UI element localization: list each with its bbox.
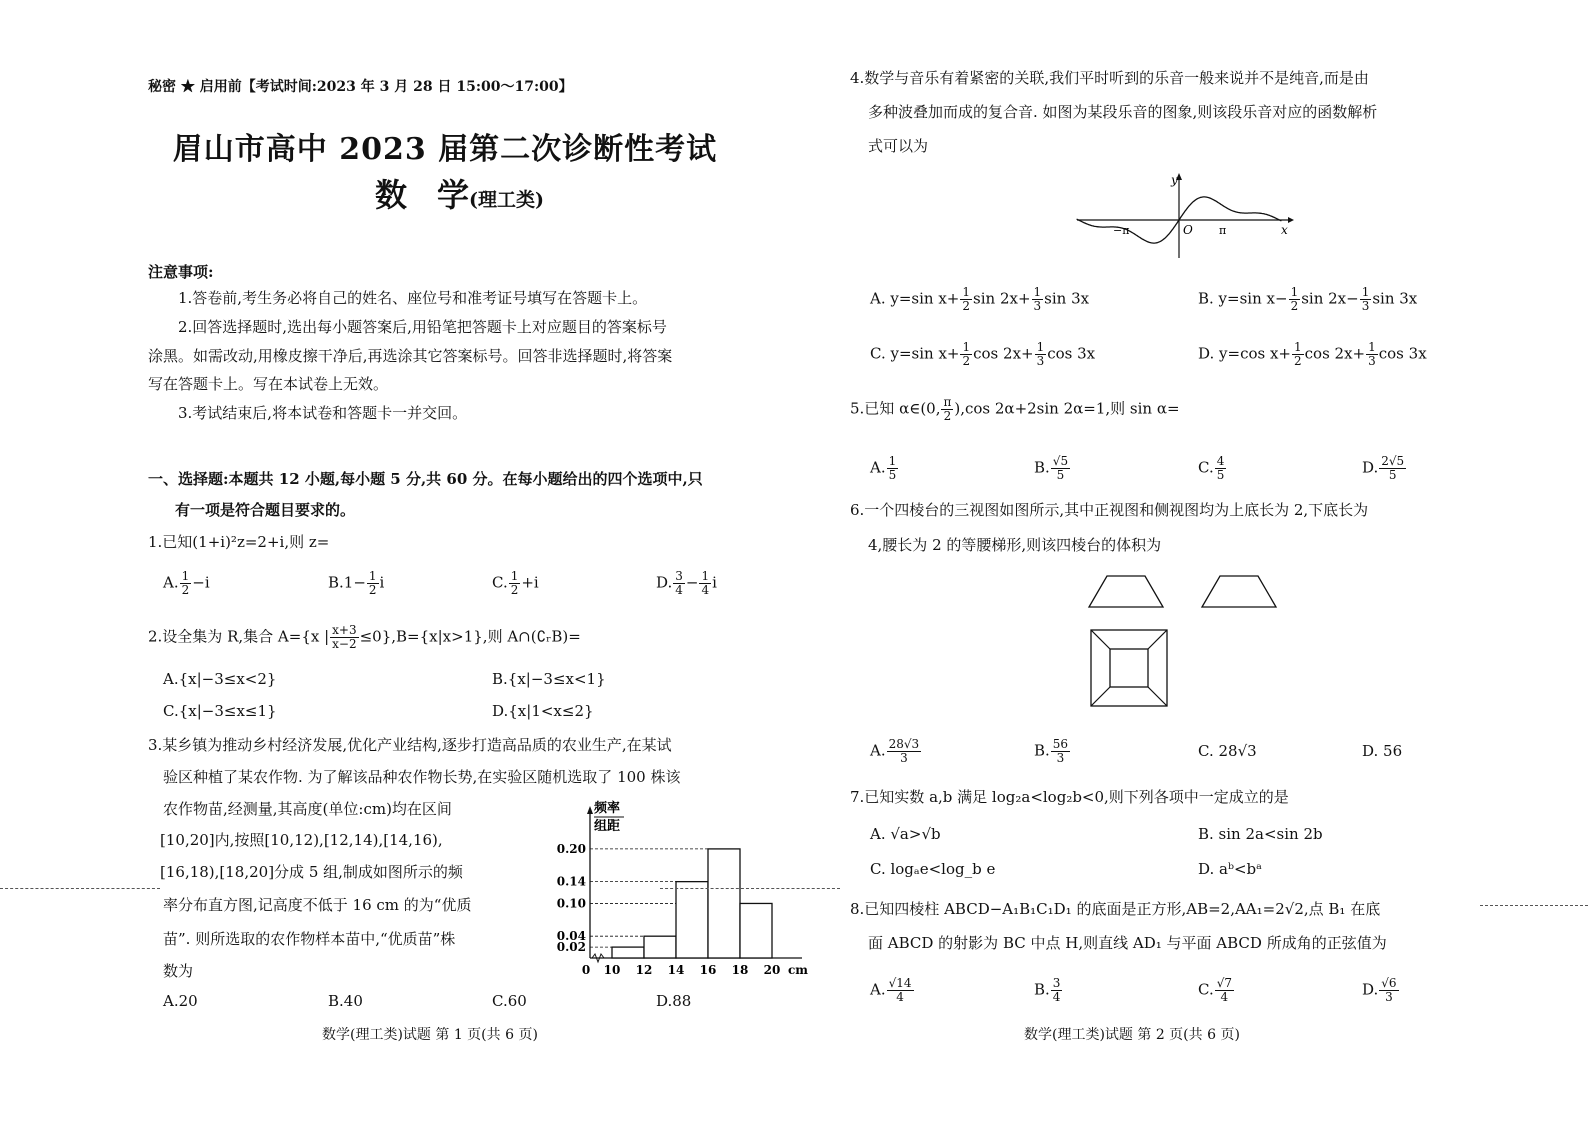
x-tick-label: 12 — [635, 963, 653, 977]
q5-option-a: A. $\frac{1}{5}$ — [870, 454, 897, 482]
front-view-trapezoid — [1089, 576, 1163, 607]
q2-option-d: D.{x|1<x≤2} — [492, 702, 594, 720]
y-tick-label: 0.14 — [556, 874, 586, 889]
question-6-line: 4,腰长为 2 的等腰梯形,则该四棱台的体积为 — [868, 536, 1162, 554]
q3-option-d: D.88 — [656, 992, 692, 1010]
y-tick-label: 0.02 — [556, 940, 586, 955]
histogram-bar — [708, 849, 740, 958]
top-view-edge — [1148, 687, 1167, 706]
question-4-line: 式可以为 — [868, 137, 929, 155]
notice-item: 涂黑。如需改动,用橡皮擦干净后,再选涂其它答案标号。回答非选择题时,将答案 — [148, 347, 673, 365]
notice-heading: 注意事项: — [148, 263, 214, 281]
x-label: x — [1281, 223, 1288, 237]
question-3-line: 农作物苗,经测量,其高度(单位:cm)均在区间 — [163, 800, 452, 818]
q6-option-c: C. 28√3 — [1198, 742, 1257, 760]
q7-option-c: C. logₐe<log_b e — [870, 860, 996, 878]
question-8-line: 面 ABCD 的射影为 BC 中点 H,则直线 AD₁ 与平面 ABCD 所成角的正弦值为 — [868, 934, 1387, 952]
q1-option-a: A. $\frac{1}{2}$ −i — [163, 569, 210, 597]
subject-title — [375, 170, 544, 216]
page-footer-left: 数学(理工类)试题 第 1 页(共 6 页) — [322, 1027, 538, 1043]
question-3-line: 验区种植了某农作物. 为了解该品种农作物长势,在实验区随机选取了 100 株该 — [163, 768, 681, 786]
sound-wave-graph — [1075, 172, 1295, 262]
question-7-stem: 7.已知实数 a,b 满足 log₂a<log₂b<0,则下列各项中一定成立的是 — [850, 788, 1289, 806]
question-2-stem: 2.设全集为 R,集合 A={x | $\frac{x+3}{x-2}$ ≤0},B={x|x>1},则 A∩(∁ᵣB)= — [148, 623, 581, 651]
x-tick-label: 18 — [731, 963, 749, 977]
exam-title: 眉山市高中 2023 届第二次诊断性考试 — [172, 132, 718, 167]
q6-option-b: B. $\frac{56}{3}$ — [1034, 737, 1069, 765]
question-6-line: 6.一个四棱台的三视图如图所示,其中正视图和侧视图均为上底长为 2,下底长为 — [850, 501, 1369, 519]
section-heading: 一、选择题:本题共 12 小题,每小题 5 分,共 60 分。在每小题给出的四个选项中,只 — [148, 470, 703, 488]
question-3-line: 苗”. 则所选取的农作物样本苗中,“优质苗”株 — [163, 930, 456, 948]
page-footer-right: 数学(理工类)试题 第 2 页(共 6 页) — [1024, 1027, 1240, 1043]
question-5-stem: 5.已知 α∈(0, $\frac{\pi}{2}$ ),cos 2α+2sin 2α=1,则 sin α= — [850, 395, 1180, 423]
section-heading-cont: 有一项是符合题目要求的。 — [175, 501, 356, 519]
top-view-edge — [1091, 687, 1110, 706]
y-tick-label: 0.20 — [556, 841, 586, 856]
subject-char-1: 数 — [375, 176, 408, 214]
q3-option-c: C.60 — [492, 992, 527, 1010]
q2-option-c: C.{x|−3≤x≤1} — [163, 702, 277, 720]
question-3-line: 3.某乡镇为推动乡村经济发展,优化产业结构,逐步打造高品质的农业生产,在某试 — [148, 736, 672, 754]
question-3-line: [10,20]内,按照[10,12),[12,14),[14,16), — [160, 831, 443, 849]
q3-option-a: A.20 — [163, 992, 198, 1010]
q4-option-b: B. y=sin x− $\frac{1}{2}$ sin 2x− $\frac{1}{3}$ sin 3x — [1198, 285, 1418, 313]
q5-option-b: B. $\frac{√5}{5}$ — [1034, 454, 1069, 482]
q1-option-d: D. $\frac{3}{4}$ − $\frac{1}{4}$ i — [656, 569, 717, 597]
x-axis-unit: cm — [788, 963, 809, 977]
q4-option-d: D. y=cos x+ $\frac{1}{2}$ cos 2x+ $\frac{1}{3}$ cos 3x — [1198, 340, 1427, 368]
pi-label: π — [1219, 224, 1227, 237]
question-4-line: 4.数学与音乐有着紧密的关联,我们平时听到的乐音一般来说并不是纯音,而是由 — [850, 69, 1369, 87]
x-tick-label: 10 — [603, 963, 621, 977]
y-tick-label: 0.04 — [556, 929, 586, 944]
q6-option-a: A. $\frac{28√3}{3}$ — [870, 737, 920, 765]
subject-char-2: 学 — [437, 176, 470, 214]
fold-line — [660, 888, 840, 889]
histogram-bar — [740, 903, 772, 958]
histogram-bar — [612, 947, 644, 958]
q7-option-d: D. aᵇ<bᵃ — [1198, 860, 1262, 878]
y-axis-label-top: 频率 — [594, 801, 621, 816]
notice-item: 2.回答选择题时,选出每小题答案后,用铅笔把答题卡上对应题目的答案标号 — [178, 318, 667, 336]
x-tick-label: 14 — [667, 963, 685, 977]
q8-option-c: C. $\frac{√7}{4}$ — [1198, 976, 1232, 1004]
question-1-stem: 1.已知(1+i)²z=2+i,则 z= — [148, 533, 330, 551]
x-tick-label: 0 — [581, 963, 591, 977]
fold-line — [0, 888, 160, 889]
q2-option-a: A.{x|−3≤x<2} — [163, 670, 277, 688]
question-3-line: 数为 — [163, 962, 194, 980]
notice-item: 写在答题卡上。写在本试卷上无效。 — [148, 375, 389, 393]
neg-pi-label: −π — [1113, 224, 1130, 237]
q8-option-d: D. $\frac{√6}{3}$ — [1362, 976, 1397, 1004]
q4-option-c: C. y=sin x+ $\frac{1}{2}$ cos 2x+ $\frac{1}{3}$ cos 3x — [870, 340, 1096, 368]
question-8-line: 8.已知四棱柱 ABCD−A₁B₁C₁D₁ 的底面是正方形,AB=2,AA₁=2√2,点 B₁ 在底 — [850, 900, 1381, 918]
y-label: y — [1171, 173, 1178, 187]
x-axis-arrow — [1288, 217, 1294, 223]
three-view-drawing — [1085, 570, 1285, 720]
q2-option-b: B.{x|−3≤x<1} — [492, 670, 606, 688]
q8-option-b: B. $\frac{3}{4}$ — [1034, 976, 1061, 1004]
right-page — [820, 0, 1588, 1123]
frequency-histogram — [540, 800, 810, 980]
y-axis-arrow — [587, 806, 593, 814]
q7-option-b: B. sin 2a<sin 2b — [1198, 825, 1323, 843]
histogram-bar — [676, 882, 708, 958]
question-4-line: 多种波叠加而成的复合音. 如图为某段乐音的图象,则该段乐音对应的函数解析 — [868, 103, 1378, 121]
top-view-edge — [1091, 630, 1110, 649]
top-view-edge — [1148, 630, 1167, 649]
notice-item: 3.考试结束后,将本试卷和答题卡一并交回。 — [178, 404, 468, 422]
q5-option-c: C. $\frac{4}{5}$ — [1198, 454, 1225, 482]
x-tick-label: 16 — [699, 963, 717, 977]
side-view-trapezoid — [1202, 576, 1276, 607]
q4-option-a: A. y=sin x+ $\frac{1}{2}$ sin 2x+ $\frac{1}{3}$ sin 3x — [870, 285, 1090, 313]
q3-option-b: B.40 — [328, 992, 363, 1010]
top-view-inner — [1110, 649, 1148, 687]
q8-option-a: A. $\frac{√14}{4}$ — [870, 976, 912, 1004]
q5-option-d: D. $\frac{2√5}{5}$ — [1362, 454, 1405, 482]
subject-note: (理工类) — [469, 189, 545, 211]
q6-option-d: D. 56 — [1362, 742, 1403, 760]
question-3-line: [16,18),[18,20]分成 5 组,制成如图所示的频 — [160, 863, 463, 881]
origin-label: O — [1183, 223, 1193, 237]
y-tick-label: 0.10 — [556, 896, 586, 911]
x-tick-label: 20 — [763, 963, 781, 977]
q7-option-a: A. √a>√b — [870, 825, 941, 843]
q1-option-c: C. $\frac{1}{2}$ +i — [492, 569, 539, 597]
q1-option-b: B.1− $\frac{1}{2}$ i — [328, 569, 385, 597]
question-3-line: 率分布直方图,记高度不低于 16 cm 的为“优质 — [163, 896, 472, 914]
confidential-header: 秘密 ★ 启用前【考试时间:2023 年 3 月 28 日 15:00～17:00】 — [148, 79, 573, 95]
histogram-bar — [644, 936, 676, 958]
y-axis-label-bottom: 组距 — [594, 819, 621, 834]
notice-item: 1.答卷前,考生务必将自己的姓名、座位号和准考证号填写在答题卡上。 — [178, 289, 648, 307]
